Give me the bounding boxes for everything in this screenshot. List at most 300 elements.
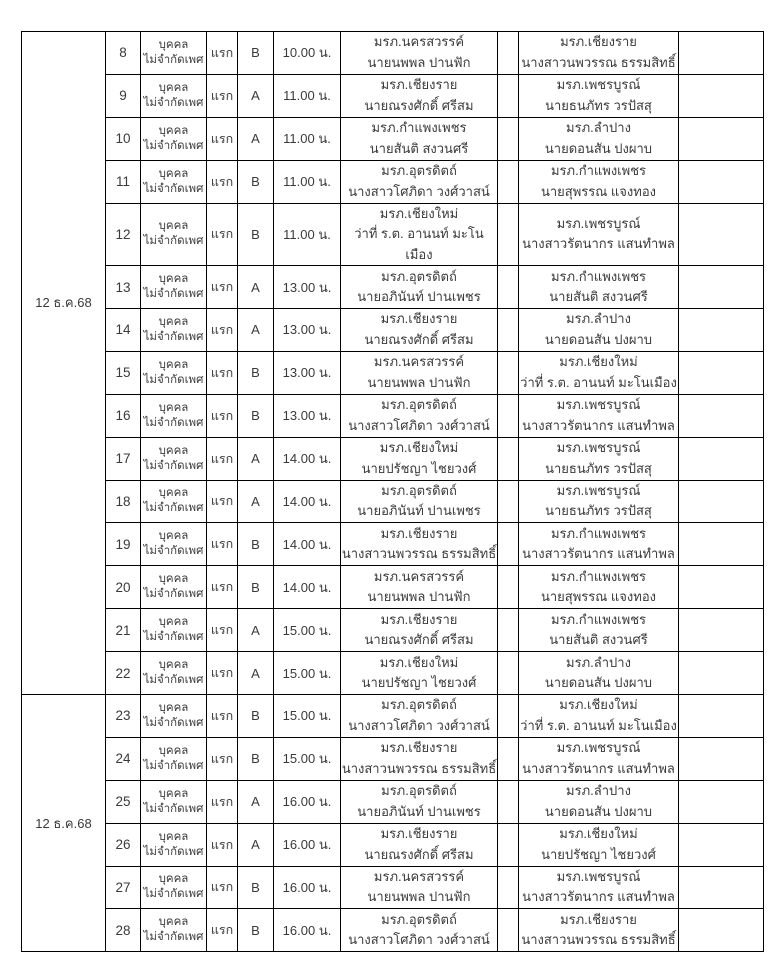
result-cell	[498, 694, 519, 737]
side1-team-label: มรภ.เชียงราย	[380, 826, 458, 842]
side1-player-label: นายปรัชญา ไชยวงศ์	[361, 460, 477, 476]
side1-player-label: นายณรงศักดิ์ ศรีสม	[364, 97, 474, 113]
match-row	[22, 780, 764, 823]
category-line1: บุคคล	[158, 830, 189, 843]
date-cell	[22, 694, 106, 951]
side2-cell	[519, 351, 679, 394]
round-cell: แรก	[207, 866, 238, 909]
category-cell	[141, 523, 207, 566]
side2-player-label: นายดอนสัน ปงผาบ	[544, 331, 653, 347]
side2-player-label: นางสาวนพวรรณ ธรรมสิทธิ์	[521, 54, 676, 70]
group-letter-cell: B	[238, 737, 274, 780]
category-line2: ไม่จำกัดเพศ	[143, 931, 204, 944]
time-cell: 14.00 น.	[274, 437, 341, 480]
notes-cell	[679, 203, 764, 266]
match-number-cell: 18	[106, 480, 141, 523]
time-cell: 13.00 น.	[274, 266, 341, 309]
category-line2: ไม่จำกัดเพศ	[143, 416, 204, 429]
match-number-cell: 17	[106, 437, 141, 480]
result-cell	[498, 780, 519, 823]
side2-player-label: นางสาวรัตนากร แสนทำพล	[522, 236, 675, 252]
notes-cell	[679, 566, 764, 609]
notes-cell	[679, 866, 764, 909]
match-number-cell: 24	[106, 737, 141, 780]
notes-cell	[679, 480, 764, 523]
side2-cell	[519, 74, 679, 117]
round-cell: แรก	[207, 480, 238, 523]
side2-team-label: มรภ.เชียงใหม่	[559, 697, 638, 713]
match-number-cell: 25	[106, 780, 141, 823]
notes-cell	[679, 737, 764, 780]
group-letter-cell: A	[238, 480, 274, 523]
category-line2: ไม่จำกัดเพศ	[143, 459, 204, 472]
notes-cell	[679, 160, 764, 203]
side1-player-label: นางสาวโศภิดา วงศ์วาสน์	[348, 183, 490, 199]
round-cell: แรก	[207, 394, 238, 437]
round-cell: แรก	[207, 694, 238, 737]
side1-cell	[341, 566, 498, 609]
notes-cell	[679, 266, 764, 309]
match-number-cell: 16	[106, 394, 141, 437]
side1-team-label: มรภ.เชียงใหม่	[379, 654, 459, 670]
category-line1: บุคคล	[158, 787, 189, 800]
match-row	[22, 160, 764, 203]
group-letter-cell: A	[238, 117, 274, 160]
round-cell: แรก	[207, 203, 238, 266]
round-cell: แรก	[207, 909, 238, 952]
side2-player-label: ว่าที่ ร.ต. อานนท์ มะโนเมือง	[520, 717, 677, 733]
side1-team-label: มรภ.เชียงใหม่	[379, 440, 459, 456]
time-cell: 14.00 น.	[274, 480, 341, 523]
side1-team-label: มรภ.อุตรดิตถ์	[381, 397, 457, 413]
side2-cell	[519, 437, 679, 480]
side2-player-label: นายธนภัทร วรปัสสุ	[545, 97, 652, 113]
match-row	[22, 266, 764, 309]
side1-player-label: นายนพพล ปานฟัก	[367, 54, 471, 70]
category-line1: บุคคล	[158, 124, 189, 137]
side2-cell	[519, 308, 679, 351]
match-number-cell: 21	[106, 609, 141, 652]
side2-team-label: มรภ.ลำปาง	[566, 654, 631, 670]
category-cell	[141, 609, 207, 652]
side2-cell	[519, 32, 679, 75]
side2-team-label: มรภ.ลำปาง	[566, 783, 631, 799]
side1-team-label: มรภ.เชียงราย	[380, 311, 458, 327]
side2-team-label: มรภ.เพชรบูรณ์	[556, 740, 641, 756]
match-number-cell: 11	[106, 160, 141, 203]
side2-team-label: มรภ.เชียงราย	[560, 34, 637, 50]
category-line2: ไม่จำกัดเพศ	[143, 139, 204, 152]
side2-team-label: มรภ.ลำปาง	[566, 120, 631, 136]
group-letter-cell: B	[238, 909, 274, 952]
result-cell	[498, 117, 519, 160]
category-line1: บุคคล	[158, 573, 189, 586]
group-letter-cell: A	[238, 780, 274, 823]
category-line2: ไม่จำกัดเพศ	[143, 888, 204, 901]
category-line1: บุคคล	[158, 81, 189, 94]
notes-cell	[679, 437, 764, 480]
match-number-cell: 14	[106, 308, 141, 351]
match-row	[22, 437, 764, 480]
time-cell: 15.00 น.	[274, 694, 341, 737]
category-line1: บุคคล	[158, 358, 189, 371]
category-cell	[141, 909, 207, 952]
category-cell	[141, 308, 207, 351]
match-number-cell: 8	[106, 32, 141, 75]
side1-team-label: มรภ.นครสวรรค์	[373, 568, 465, 584]
side2-team-label: มรภ.ลำปาง	[566, 311, 631, 327]
time-cell: 11.00 น.	[274, 160, 341, 203]
match-number-cell: 23	[106, 694, 141, 737]
group-letter-cell: A	[238, 74, 274, 117]
side2-player-label: นางสาวรัตนากร แสนทำพล	[522, 417, 675, 433]
category-line2: ไม่จำกัดเพศ	[143, 631, 204, 644]
category-cell	[141, 780, 207, 823]
side1-cell	[341, 652, 498, 695]
category-line1: บุคคล	[158, 273, 189, 285]
side2-player-label: นางสาวรัตนากร แสนทำพล	[522, 546, 675, 562]
group-letter-cell: B	[238, 694, 274, 737]
notes-cell	[679, 909, 764, 952]
round-cell: แรก	[207, 308, 238, 351]
match-row	[22, 32, 764, 75]
side2-cell	[519, 652, 679, 695]
side2-player-label: นายธนภัทร วรปัสสุ	[545, 460, 652, 476]
category-line1: บุคคล	[158, 701, 189, 714]
side2-player-label: นางสาวรัตนากร แสนทำพล	[522, 889, 675, 905]
time-cell: 10.00 น.	[274, 32, 341, 75]
result-cell	[498, 160, 519, 203]
match-number-cell: 20	[106, 566, 141, 609]
side1-cell	[341, 308, 498, 351]
match-row	[22, 909, 764, 952]
group-letter-cell: B	[238, 160, 274, 203]
side2-cell	[519, 909, 679, 952]
side1-cell	[341, 609, 498, 652]
date-cell	[22, 32, 106, 695]
side1-cell	[341, 117, 498, 160]
result-cell	[498, 203, 519, 266]
side1-team-label: มรภ.เชียงราย	[380, 77, 458, 93]
side1-cell	[341, 780, 498, 823]
category-line2: ไม่จำกัดเพศ	[143, 759, 204, 772]
category-line1: บุคคล	[158, 315, 189, 328]
side2-cell	[519, 160, 679, 203]
side2-team-label: มรภ.กำแพงเพชร	[550, 611, 647, 627]
match-row	[22, 737, 764, 780]
side1-cell	[341, 523, 498, 566]
round-cell: แรก	[207, 566, 238, 609]
round-cell: แรก	[207, 266, 238, 309]
side2-team-label: มรภ.เชียงราย	[560, 911, 637, 927]
side1-cell	[341, 909, 498, 952]
side1-player-label: นางสาวนพวรรณ ธรรมสิทธิ์	[341, 760, 497, 776]
group-letter-cell: A	[238, 437, 274, 480]
side2-team-label: มรภ.เชียงใหม่	[559, 354, 638, 370]
round-cell: แรก	[207, 117, 238, 160]
category-cell	[141, 32, 207, 75]
side2-cell	[519, 203, 679, 266]
side2-cell	[519, 394, 679, 437]
category-cell	[141, 694, 207, 737]
side2-team-label: มรภ.กำแพงเพชร	[550, 268, 647, 284]
date-label: 12 ธ.ค.68	[35, 815, 92, 831]
side2-team-label: มรภ.กำแพงเพชร	[550, 163, 647, 179]
side2-player-label: ว่าที่ ร.ต. อานนท์ มะโนเมือง	[520, 374, 677, 390]
category-cell	[141, 160, 207, 203]
side1-team-label: มรภ.นครสวรรค์	[373, 354, 465, 370]
result-cell	[498, 480, 519, 523]
round-cell: แรก	[207, 351, 238, 394]
side2-cell	[519, 866, 679, 909]
side1-cell	[341, 74, 498, 117]
notes-cell	[679, 351, 764, 394]
group-letter-cell: B	[238, 523, 274, 566]
result-cell	[498, 909, 519, 952]
side2-team-label: มรภ.เพชรบูรณ์	[556, 215, 641, 231]
notes-cell	[679, 32, 764, 75]
match-row	[22, 523, 764, 566]
category-cell	[141, 652, 207, 695]
category-line2: ไม่จำกัดเพศ	[143, 330, 204, 343]
group-letter-cell: A	[238, 823, 274, 866]
match-row	[22, 480, 764, 523]
side1-team-label: มรภ.กำแพงเพชร	[371, 120, 467, 136]
category-cell	[141, 566, 207, 609]
match-number-cell: 15	[106, 351, 141, 394]
match-number-cell: 12	[106, 203, 141, 266]
side1-cell	[341, 823, 498, 866]
category-line2: ไม่จำกัดเพศ	[143, 235, 204, 248]
category-cell	[141, 117, 207, 160]
result-cell	[498, 74, 519, 117]
result-cell	[498, 32, 519, 75]
category-line2: ไม่จำกัดเพศ	[143, 588, 204, 601]
round-cell: แรก	[207, 823, 238, 866]
round-cell: แรก	[207, 652, 238, 695]
notes-cell	[679, 780, 764, 823]
category-cell	[141, 823, 207, 866]
match-row	[22, 394, 764, 437]
side1-cell	[341, 203, 498, 266]
category-line2: ไม่จำกัดเพศ	[143, 288, 204, 300]
date-label: 12 ธ.ค.68	[35, 295, 92, 311]
side2-player-label: นายดอนสัน ปงผาบ	[544, 675, 653, 691]
round-cell: แรก	[207, 160, 238, 203]
time-cell: 13.00 น.	[274, 308, 341, 351]
side2-cell	[519, 480, 679, 523]
category-line2: ไม่จำกัดเพศ	[143, 182, 204, 195]
match-row	[22, 308, 764, 351]
category-line1: บุคคล	[158, 744, 189, 757]
side2-team-label: มรภ.เพชรบูรณ์	[556, 77, 641, 93]
side1-player-label: ว่าที่ ร.ต. อานนท์ มะโนเมือง	[354, 226, 484, 262]
time-cell: 13.00 น.	[274, 394, 341, 437]
side1-player-label: นายนพพล ปานฟัก	[367, 889, 471, 905]
result-cell	[498, 823, 519, 866]
round-cell: แรก	[207, 737, 238, 780]
category-line2: ไม่จำกัดเพศ	[143, 716, 204, 729]
side1-player-label: นายณรงศักดิ์ ศรีสม	[364, 331, 474, 347]
round-cell: แรก	[207, 32, 238, 75]
side1-cell	[341, 266, 498, 309]
category-line1: บุคคล	[158, 916, 189, 929]
side1-cell	[341, 737, 498, 780]
result-cell	[498, 437, 519, 480]
side2-player-label: นางสาวนพวรรณ ธรรมสิทธิ์	[521, 932, 676, 948]
result-cell	[498, 308, 519, 351]
side2-player-label: นายสุพรรณ แจงทอง	[540, 589, 656, 605]
group-letter-cell: B	[238, 351, 274, 394]
match-number-cell: 13	[106, 266, 141, 309]
category-cell	[141, 203, 207, 266]
category-line1: บุคคล	[158, 167, 189, 180]
notes-cell	[679, 117, 764, 160]
group-letter-cell: B	[238, 866, 274, 909]
time-cell: 14.00 น.	[274, 566, 341, 609]
side1-player-label: นายนพพล ปานฟัก	[367, 589, 471, 605]
category-cell	[141, 866, 207, 909]
side1-player-label: นายอภินันท์ ปานเพชร	[357, 503, 481, 519]
category-line1: บุคคล	[158, 401, 189, 414]
category-line2: ไม่จำกัดเพศ	[143, 802, 204, 815]
round-cell: แรก	[207, 74, 238, 117]
side1-player-label: นางสาวนพวรรณ ธรรมสิทธิ์	[341, 546, 497, 562]
match-row	[22, 74, 764, 117]
side2-team-label: มรภ.เพชรบูรณ์	[556, 482, 641, 498]
result-cell	[498, 394, 519, 437]
side1-player-label: นายณรงศักดิ์ ศรีสม	[364, 632, 474, 648]
category-line1: บุคคล	[158, 220, 189, 233]
match-row	[22, 866, 764, 909]
category-line1: บุคคล	[158, 487, 189, 500]
match-schedule-table	[21, 31, 764, 952]
match-number-cell: 28	[106, 909, 141, 952]
time-cell: 14.00 น.	[274, 523, 341, 566]
match-row	[22, 351, 764, 394]
side1-player-label: นายอภินันท์ ปานเพชร	[357, 289, 481, 304]
side2-cell	[519, 523, 679, 566]
side2-cell	[519, 737, 679, 780]
side1-cell	[341, 160, 498, 203]
category-line1: บุคคล	[158, 38, 189, 51]
side1-team-label: มรภ.นครสวรรค์	[373, 34, 465, 50]
match-row	[22, 823, 764, 866]
side1-player-label: นายปรัชญา ไชยวงศ์	[361, 675, 477, 691]
side1-team-label: มรภ.เชียงใหม่	[379, 205, 459, 221]
category-line1: บุคคล	[158, 444, 189, 457]
time-cell: 16.00 น.	[274, 866, 341, 909]
side2-team-label: มรภ.เพชรบูรณ์	[556, 868, 641, 884]
match-number-cell: 9	[106, 74, 141, 117]
schedule-table-body	[22, 32, 764, 952]
notes-cell	[679, 694, 764, 737]
notes-cell	[679, 523, 764, 566]
category-cell	[141, 74, 207, 117]
time-cell: 16.00 น.	[274, 823, 341, 866]
round-cell: แรก	[207, 437, 238, 480]
notes-cell	[679, 308, 764, 351]
side2-player-label: นายสันติ สงวนศรี	[549, 289, 648, 304]
side1-team-label: มรภ.เชียงราย	[380, 525, 458, 541]
time-cell: 13.00 น.	[274, 351, 341, 394]
category-line1: บุคคล	[158, 659, 189, 672]
time-cell: 15.00 น.	[274, 652, 341, 695]
side2-player-label: นายธนภัทร วรปัสสุ	[545, 503, 652, 519]
side1-team-label: มรภ.อุตรดิตถ์	[381, 697, 457, 713]
result-cell	[498, 609, 519, 652]
side1-player-label: นายสันติ สงวนศรี	[369, 140, 469, 156]
time-cell: 16.00 น.	[274, 780, 341, 823]
group-letter-cell: A	[238, 266, 274, 309]
category-line2: ไม่จำกัดเพศ	[143, 96, 204, 109]
side1-player-label: นางสาวโศภิดา วงศ์วาสน์	[348, 932, 490, 948]
side1-team-label: มรภ.อุตรดิตถ์	[381, 783, 457, 799]
result-cell	[498, 566, 519, 609]
match-row	[22, 609, 764, 652]
category-cell	[141, 737, 207, 780]
side2-team-label: มรภ.เพชรบูรณ์	[556, 440, 641, 456]
category-line1: บุคคล	[158, 616, 189, 629]
category-line2: ไม่จำกัดเพศ	[143, 373, 204, 386]
side1-team-label: มรภ.นครสวรรค์	[373, 868, 465, 884]
side2-cell	[519, 694, 679, 737]
side1-team-label: มรภ.อุตรดิตถ์	[381, 911, 457, 927]
side1-player-label: นายอภินันท์ ปานเพชร	[357, 803, 481, 819]
group-letter-cell: A	[238, 652, 274, 695]
result-cell	[498, 652, 519, 695]
side2-team-label: มรภ.กำแพงเพชร	[550, 525, 647, 541]
match-number-cell: 27	[106, 866, 141, 909]
round-cell: แรก	[207, 780, 238, 823]
time-cell: 15.00 น.	[274, 609, 341, 652]
side1-team-label: มรภ.เชียงราย	[380, 611, 458, 627]
notes-cell	[679, 74, 764, 117]
side1-team-label: มรภ.อุตรดิตถ์	[381, 482, 457, 498]
category-cell	[141, 437, 207, 480]
time-cell: 11.00 น.	[274, 74, 341, 117]
category-cell	[141, 480, 207, 523]
side1-cell	[341, 694, 498, 737]
side1-team-label: มรภ.อุตรดิตถ์	[381, 268, 457, 284]
time-cell: 11.00 น.	[274, 203, 341, 266]
group-letter-cell: A	[238, 308, 274, 351]
match-row	[22, 566, 764, 609]
match-number-cell: 22	[106, 652, 141, 695]
round-cell: แรก	[207, 609, 238, 652]
side1-cell	[341, 480, 498, 523]
side2-player-label: นายดอนสัน ปงผาบ	[544, 140, 653, 156]
match-number-cell: 10	[106, 117, 141, 160]
side2-player-label: นางสาวรัตนากร แสนทำพล	[522, 760, 675, 776]
category-cell	[141, 266, 207, 309]
side1-player-label: นางสาวโศภิดา วงศ์วาสน์	[348, 717, 490, 733]
side2-player-label: นายปรัชญา ไชยวงศ์	[541, 846, 656, 862]
time-cell: 15.00 น.	[274, 737, 341, 780]
category-line1: บุคคล	[158, 873, 189, 886]
result-cell	[498, 266, 519, 309]
side2-player-label: นายสุพรรณ แจงทอง	[540, 183, 656, 199]
group-letter-cell: A	[238, 609, 274, 652]
side1-cell	[341, 866, 498, 909]
result-cell	[498, 351, 519, 394]
group-letter-cell: B	[238, 566, 274, 609]
side2-team-label: มรภ.เพชรบูรณ์	[556, 397, 641, 413]
side1-team-label: มรภ.เชียงราย	[380, 740, 458, 756]
side2-cell	[519, 823, 679, 866]
side1-team-label: มรภ.อุตรดิตถ์	[381, 163, 457, 179]
side2-cell	[519, 117, 679, 160]
